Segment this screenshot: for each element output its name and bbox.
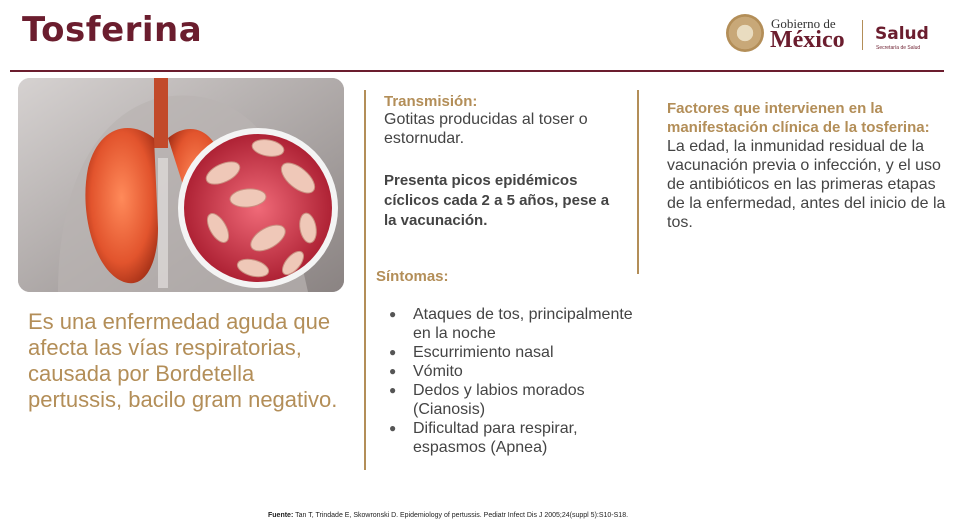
logo-secretaria: Secretaría de Salud — [876, 45, 921, 51]
page-title: Tosferina — [22, 10, 203, 50]
logo-salud: Salud — [875, 24, 929, 44]
list-item — [386, 343, 636, 362]
source-citation: Tan T, Trindade E, Skowronski D. Epidemiology of pertussis. Pediatr Infect Dis J 2005;24(suppl 5):S10-S18. — [293, 512, 629, 519]
sintoma-text: Dedos y labios morados (Cianosis) — [413, 382, 585, 418]
source-label: Fuente: — [268, 512, 294, 519]
sintoma-text: Vómito — [413, 363, 463, 380]
list-item — [386, 305, 636, 343]
column-divider-right — [637, 90, 639, 274]
column-divider-left — [364, 90, 366, 470]
list-item — [386, 419, 636, 457]
header-divider — [10, 70, 944, 72]
transmision-section — [384, 93, 624, 148]
bullet-icon: ● — [389, 307, 397, 321]
bullet-icon: ● — [389, 364, 397, 378]
lead-description: Es una enfermedad aguda que afecta las vías respiratorias, causada por Bordetella pertussis, bacilo gram negativo. — [28, 309, 338, 412]
sintoma-text: Escurrimiento nasal — [413, 344, 554, 361]
list-item — [386, 381, 636, 419]
logo-gobierno-big: México — [770, 27, 845, 53]
sintomas-heading: Síntomas: — [376, 268, 449, 285]
factores-text: La edad, la inmunidad residual de la vacunación previa o infección, y el uso de antibióticos en las primeras etapas de la enfermedad, antes del inicio de la tos. — [667, 138, 946, 231]
transmision-heading: Transmisión: — [384, 93, 478, 110]
picos-epidemicos-text: Presenta picos epidémicos cíclicos cada 2 a 5 años, pese a la vacunación. — [384, 172, 610, 229]
lungs-bacteria-illustration-icon — [18, 78, 344, 292]
sintoma-text: Ataques de tos, principalmente en la noche — [413, 306, 633, 342]
logo-divider — [862, 20, 863, 50]
logo-gobierno-small: Gobierno de — [771, 16, 836, 31]
bullet-icon: ● — [389, 421, 397, 435]
list-item — [386, 362, 636, 381]
transmision-text: Gotitas producidas al toser o estornudar. — [384, 111, 588, 147]
source-footer — [268, 512, 628, 519]
bullet-icon: ● — [389, 383, 397, 397]
factores-heading: Factores que intervienen en la manifestación clínica de la tosferina: — [667, 100, 930, 136]
bullet-icon: ● — [389, 345, 397, 359]
sintomas-list — [386, 305, 636, 457]
mexico-seal-icon — [726, 14, 764, 52]
factores-section — [667, 99, 947, 232]
sintoma-text: Dificultad para respirar, espasmos (Apnea) — [413, 420, 578, 456]
lungs-bacteria-image — [18, 78, 344, 292]
gobierno-logo — [726, 14, 936, 56]
